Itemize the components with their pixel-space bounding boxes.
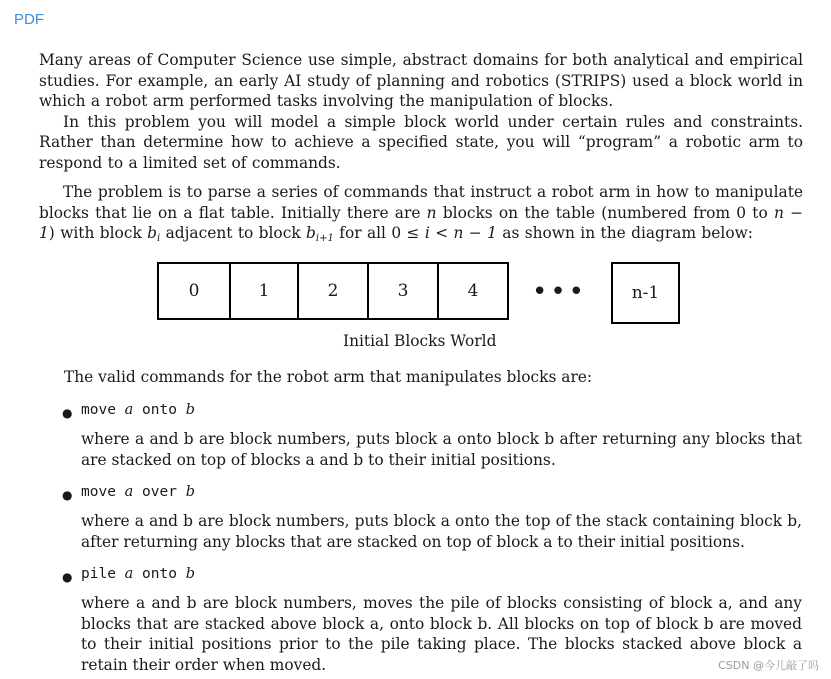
intro-paragraph-1: Many areas of Computer Science use simple, abstract domains for both analytical and empirical studies. For example, an early AI study of planning and robotics (STRIPS) used a block world in which a robot arm performed tasks involving the manipulation of blocks.: [39, 51, 803, 110]
intro-paragraph-2: In this problem you will model a simple block world under certain rules and constraints. Rather than determine how to achieve a specified state, you will “program” a robotic arm to respond to a limited set of commands.: [39, 112, 803, 172]
block-2: 2: [299, 264, 369, 318]
block-0: 0: [159, 264, 231, 318]
diagram-caption: Initial Blocks World: [343, 332, 497, 350]
bullet-icon: ●: [62, 488, 73, 502]
blocks-diagram: [157, 262, 687, 352]
block-row: [157, 262, 509, 320]
intro-paragraph-3: The problem is to parse a series of commands that instruct a robot arm in how to manipulate blocks that lie on a flat table. Initially there are n blocks on the table (numbered from 0 to n − 1) with block $b_i$ adjacent to block $b_{i+1}$ for all 0 ≤ i < n − 1 as shown in the diagram below:: [39, 183, 803, 244]
block-4: 4: [467, 281, 479, 301]
pdf-label: PDF: [14, 11, 44, 28]
commands-intro: The valid commands for the robot arm that manipulates blocks are:: [64, 368, 593, 386]
block-n-minus-1: n-1: [611, 262, 680, 324]
block-3: 3: [369, 264, 439, 318]
command-description: where a and b are block numbers, moves the pile of blocks consisting of block a, and any blocks that are stacked above block a, onto block b. All blocks on top of block b are moved to their initial positions prior to the pile taking place. The blocks stacked above block a retain their order when moved.: [81, 594, 802, 674]
command-description: where a and b are block numbers, puts block a onto block b after returning any blocks that are stacked on top of blocks a and b to their initial positions.: [81, 430, 802, 469]
command-description: where a and b are block numbers, puts block a onto the top of the stack containing block b, after returning any blocks that are stacked on top of block a to their initial positions.: [81, 512, 802, 551]
command-signature: move a onto b: [81, 402, 195, 418]
bullet-icon: ●: [62, 406, 73, 420]
bullet-icon: ●: [62, 570, 73, 584]
command-signature: pile a onto b: [81, 566, 195, 582]
watermark: CSDN @今儿敲了吗: [718, 659, 819, 672]
command-signature: move a over b: [81, 484, 195, 500]
block-1: 1: [231, 264, 299, 318]
ellipsis-dots: •••: [532, 277, 588, 307]
